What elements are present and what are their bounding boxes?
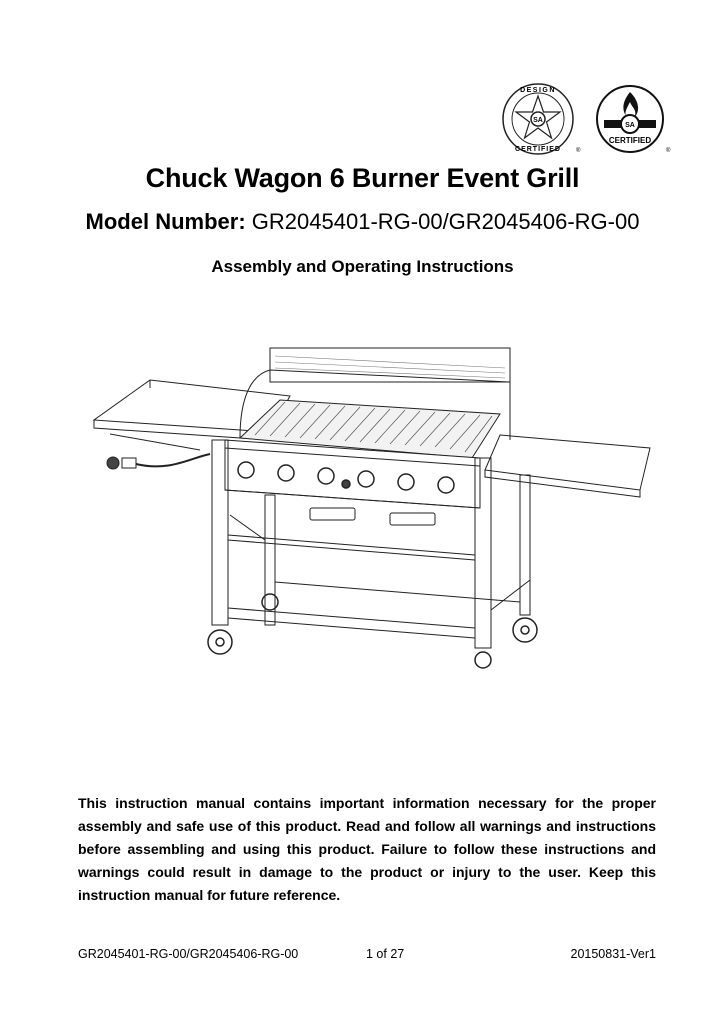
footer-model: GR2045401-RG-00/GR2045406-RG-00: [78, 947, 299, 961]
right-side-shelf: [485, 435, 650, 497]
model-number-value: GR2045401-RG-00/GR2045406-RG-00: [251, 209, 640, 234]
grease-trays: [310, 508, 435, 525]
grill-illustration: [80, 340, 660, 670]
gas-regulator: [107, 454, 210, 469]
csa-design-certified-icon: [503, 84, 581, 154]
intro-paragraph: This instruction manual contains important information necessary for the proper assembly and safe use of this product. Read and follow all warnings and instructions before assembling and using this product. Failure to follow these instructions and warnings could result in damage to the product or injury to the user. Keep this instruction manual for future reference.: [78, 795, 656, 903]
svg-text:®: ®: [666, 148, 671, 154]
certification-logos: [500, 82, 680, 162]
wheels: [208, 594, 537, 668]
page-title: Chuck Wagon 6 Burner Event Grill: [145, 163, 580, 193]
footer-page-number: 1 of 27: [366, 947, 405, 961]
svg-text:®: ®: [576, 148, 581, 154]
svg-text:DESIGN: DESIGN: [520, 87, 556, 94]
page-subtitle: Assembly and Operating Instructions: [211, 257, 514, 276]
svg-text:CERTIFIED: CERTIFIED: [608, 136, 652, 145]
svg-text:SA: SA: [625, 122, 635, 129]
svg-text:CERTIFIED: CERTIFIED: [515, 146, 561, 153]
model-number: [0, 209, 725, 235]
model-number-label: Model Number:: [85, 209, 246, 234]
footer-version: 20150831-Ver1: [570, 947, 656, 961]
svg-text:SA: SA: [533, 117, 543, 124]
csa-certified-flame-icon: [597, 86, 671, 154]
